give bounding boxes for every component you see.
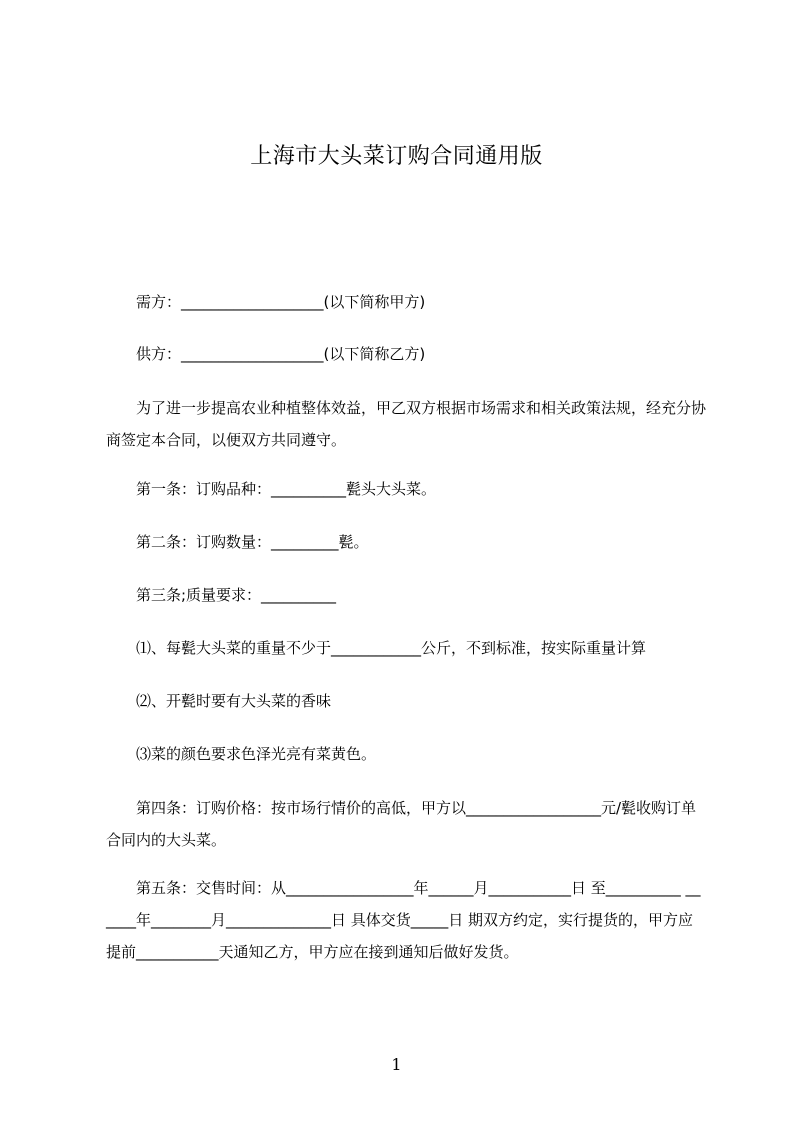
contract-introduction: 为了进一步提高农业种植整体效益，甲乙双方根据市场需求和相关政策法规，经充分协商签定本合同，以便双方共同遵守。 [106,399,707,449]
article-3-quality: 第三条;质量要求：__________ [136,586,337,604]
article-2-quantity: 第二条：订购数量：_________甏。 [136,533,369,551]
quality-item-2: ⑵、开甏时要有大头菜的香味 [136,692,332,710]
page-number: 1 [391,1055,402,1074]
document-title: 上海市大头菜订购合同通用版 [250,144,543,169]
article-1-variety: 第一条：订购品种：__________甏头大头菜。 [136,480,437,498]
article-5-delivery-time: 第五条：交售时间：从_________________年______月___________日 至__________ ______年________月______________日 具体交货_____日 期双方约定，实行提货的，甲方应提前___________天通知乙方，甲方应在接到通知后做好发货。 [106,879,701,961]
quality-item-3: ⑶菜的颜色要求色泽光亮有菜黄色。 [136,745,377,763]
supplier-line: 供方：___________________(以下简称乙方) [136,345,426,363]
article-4-price: 第四条：订购价格：按市场行情价的高低，甲方以__________________元/甏收购订单合同内的大头菜。 [106,799,697,849]
quality-item-1: ⑴、每甏大头菜的重量不少于____________公斤，不到标准，按实际重量计算 [136,639,647,657]
buyer-line: 需方：___________________(以下简称甲方) [136,293,426,311]
